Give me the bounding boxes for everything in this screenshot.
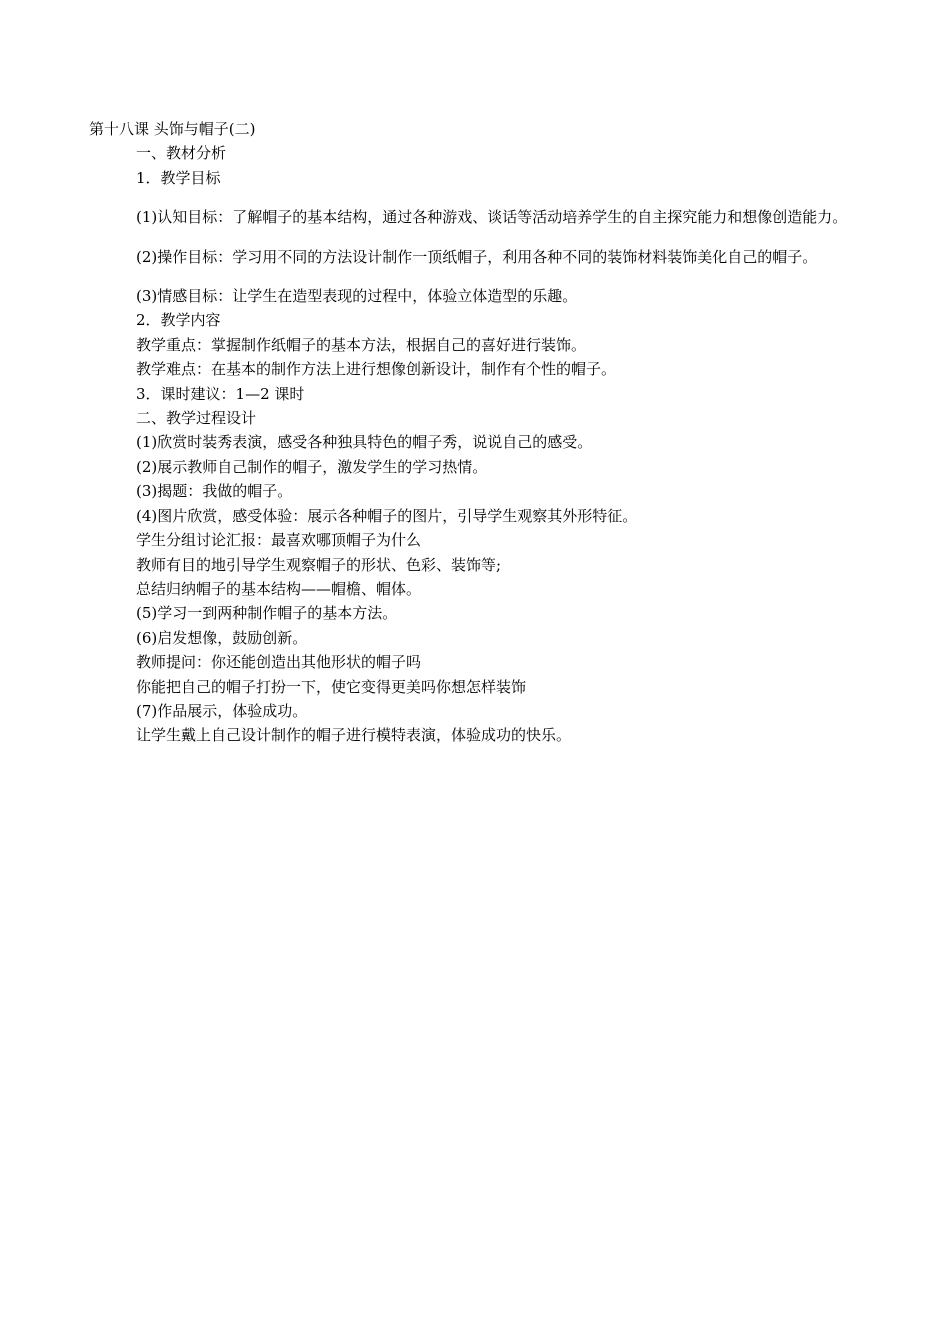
paragraph: 让学生戴上自己设计制作的帽子进行模特表演，体验成功的快乐。 (136, 726, 572, 745)
paragraph: (3)揭题：我做的帽子。 (136, 482, 293, 501)
subsection-heading: 1．教学目标 (136, 168, 221, 187)
paragraph: (1)欣赏时装秀表演，感受各种独具特色的帽子秀，说说自己的感受。 (136, 433, 593, 452)
paragraph: (6)启发想像，鼓励创新。 (136, 628, 308, 647)
paragraph: (5)学习一到两种制作帽子的基本方法。 (136, 604, 398, 623)
section-heading: 二、教学过程设计 (136, 409, 257, 428)
paragraph: 教师提问：你还能创造出其他形状的帽子吗 (136, 653, 422, 672)
paragraph: (7)作品展示，体验成功。 (136, 701, 308, 720)
section-heading: 一、教材分析 (136, 144, 227, 163)
paragraph: (1)认知目标：了解帽子的基本结构，通过各种游戏、谈话等活动培养学生的自主探究能力和想像创造能力。 (136, 208, 848, 227)
paragraph: (4)图片欣赏，感受体验：展示各种帽子的图片，引导学生观察其外形特征。 (136, 506, 638, 525)
document-body (89, 117, 864, 748)
paragraph: 你能把自己的帽子打扮一下，使它变得更美吗你想怎样装饰 (136, 677, 527, 696)
paragraph: (2)操作目标：学习用不同的方法设计制作一顶纸帽子，利用各种不同的装饰材料装饰美化自己的帽子。 (136, 247, 818, 266)
paragraph: 教学重点：掌握制作纸帽子的基本方法，根据自己的喜好进行装饰。 (136, 335, 587, 354)
paragraph: 总结归纳帽子的基本结构——帽檐、帽体。 (136, 579, 422, 598)
paragraph: 学生分组讨论汇报：最喜欢哪顶帽子为什么 (136, 531, 422, 550)
paragraph: 教学难点：在基本的制作方法上进行想像创新设计，制作有个性的帽子。 (136, 360, 617, 379)
subsection-heading: 2．教学内容 (136, 311, 221, 330)
paragraph: (2)展示教师自己制作的帽子，激发学生的学习热情。 (136, 457, 488, 476)
paragraph: 教师有目的地引导学生观察帽子的形状、色彩、装饰等; (136, 555, 502, 574)
subsection-heading: 3．课时建议：1—2 课时 (136, 384, 305, 403)
paragraph: (3)情感目标：让学生在造型表现的过程中，体验立体造型的乐趣。 (136, 287, 578, 306)
document-title: 第十八课 头饰与帽子(二) (89, 120, 256, 138)
